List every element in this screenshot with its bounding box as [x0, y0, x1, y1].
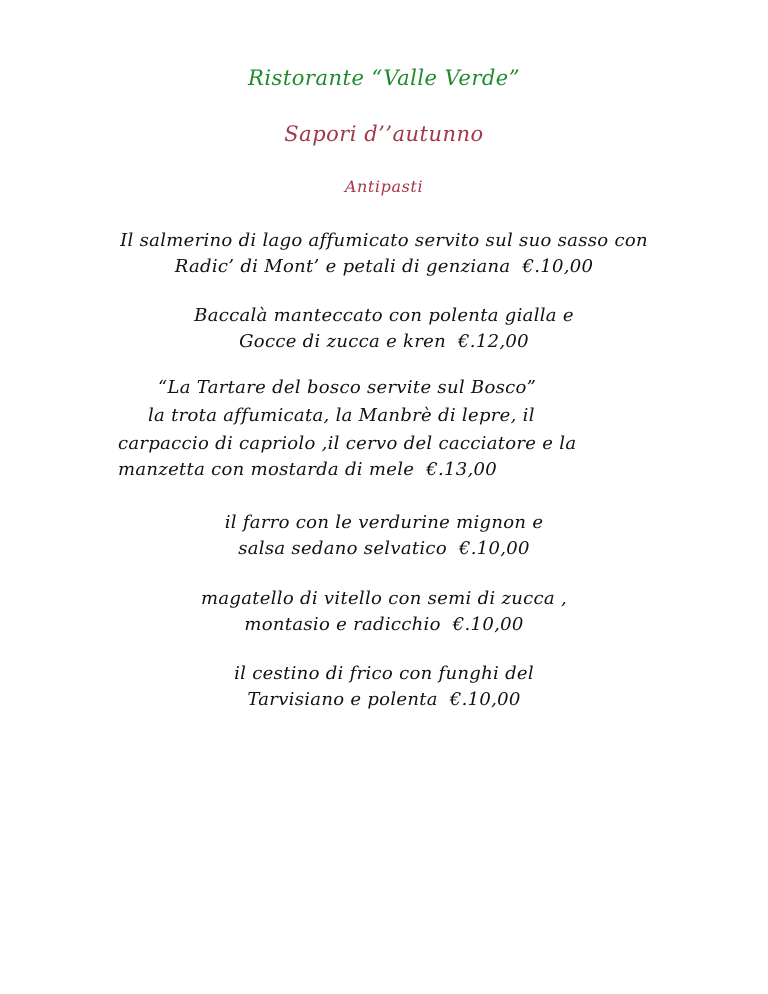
dish-line: il cestino di frico con funghi del — [234, 663, 534, 684]
section-heading: Antipasti — [344, 177, 424, 196]
dish-line: manzetta con mostarda di mele €.13,00 — [118, 459, 498, 480]
dish-line: magatello di vitello con semi di zucca , — [201, 588, 567, 609]
season-title: Sapori d’’autunno — [284, 122, 484, 146]
dish-line: Gocce di zucca e kren €.12,00 — [239, 331, 529, 352]
dish-line: Tarvisiano e polenta €.10,00 — [247, 689, 521, 710]
dish-line: salsa sedano selvatico €.10,00 — [238, 538, 530, 559]
dish-line: Il salmerino di lago affumicato servito sul suo sasso con — [120, 230, 648, 251]
dish-line: la trota affumicata, la Manbrè di lepre, il — [148, 405, 535, 426]
dish-line: Baccalà manteccato con polenta gialla e — [194, 305, 574, 326]
dish-line: montasio e radicchio €.10,00 — [244, 614, 524, 635]
dish-line: carpaccio di capriolo ,il cervo del cacciatore e la — [118, 433, 577, 454]
dish-line: Radic’ di Mont’ e petali di genziana €.10,00 — [174, 256, 594, 277]
dish-line: “La Tartare del bosco servite sul Bosco” — [158, 377, 537, 398]
dish-line: il farro con le verdurine mignon e — [224, 512, 544, 533]
restaurant-name: Ristorante “Valle Verde” — [248, 66, 520, 90]
